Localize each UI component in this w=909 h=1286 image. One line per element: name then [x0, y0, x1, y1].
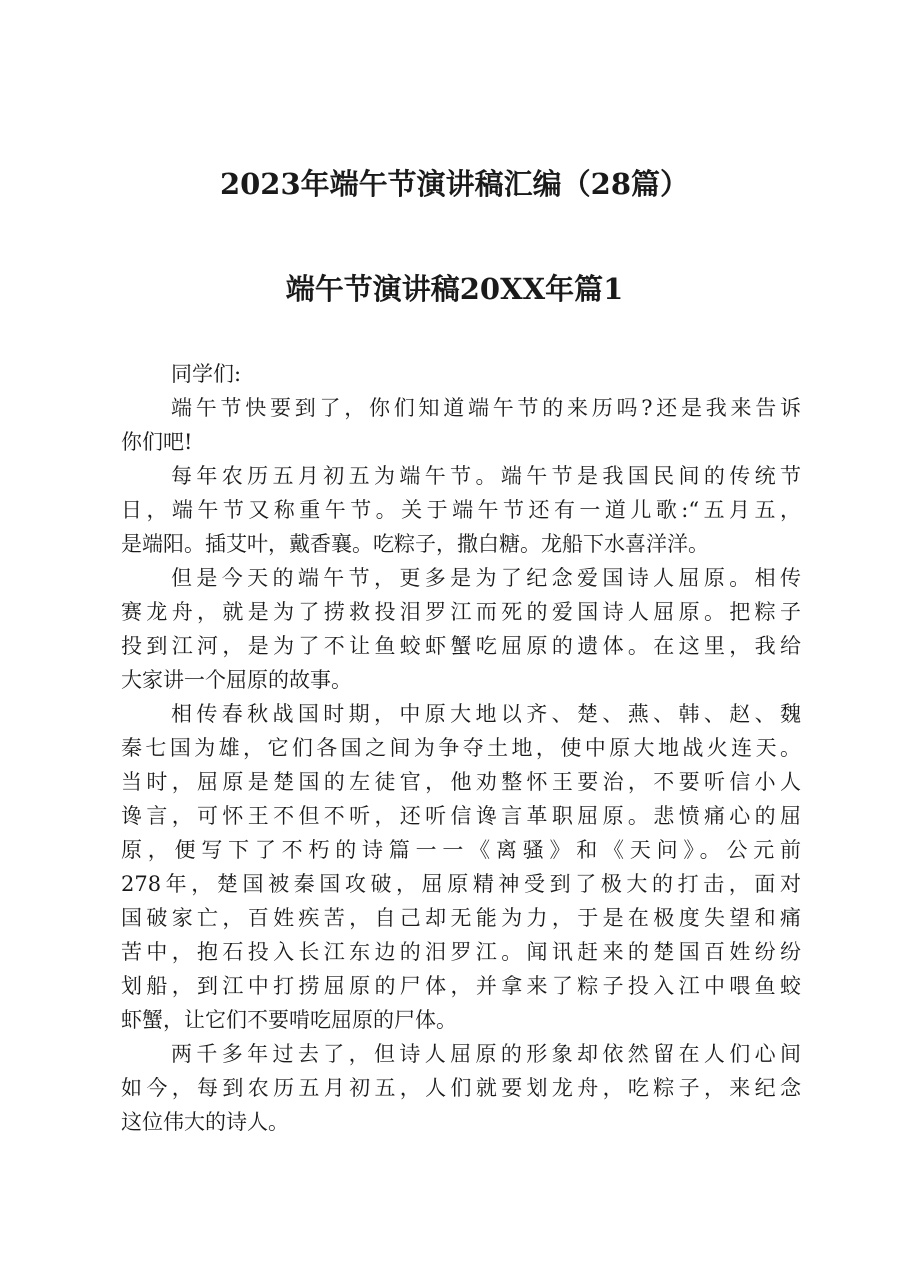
paragraph-line: 秦七国为雄，它们各国之间为争夺土地，使中原大地战火连天。 [121, 736, 801, 760]
section-title: 端午节演讲稿20XX年篇1 [285, 272, 624, 306]
paragraph-line: 大家讲一个屈原的故事。 [121, 668, 352, 692]
paragraph-line: 如今，每到农历五月初五，人们就要划龙舟，吃粽子，来纪念 [121, 1076, 801, 1100]
paragraph-line: 端午节快要到了，你们知道端午节的来历吗?还是我来告诉 [171, 396, 801, 420]
paragraph-line: 国破家亡，百姓疾苦，自己却无能为力，于是在极度失望和痛 [121, 906, 801, 930]
paragraph-line: 但是今天的端午节，更多是为了纪念爱国诗人屈原。相传 [171, 566, 801, 590]
paragraph-line: 是端阳。插艾叶，戴香襄。吃粽子，撒白糖。龙船下水喜洋洋。 [121, 532, 709, 556]
paragraph-line: 这位伟大的诗人。 [121, 1110, 289, 1134]
paragraph-line: 苦中，抱石投入长江东边的汨罗江。闻讯赶来的楚国百姓纷纷 [121, 940, 801, 964]
greeting-line: 同学们: [171, 362, 242, 386]
paragraph-line: 赛龙舟，就是为了捞救投泪罗江而死的爱国诗人屈原。把粽子 [121, 600, 801, 624]
paragraph-line: 虾蟹，让它们不要啃吃屈原的尸体。 [121, 1008, 457, 1032]
paragraph-line: 原，便写下了不朽的诗篇一一《离骚》和《天问》。公元前 [121, 838, 801, 862]
paragraph-line: 278年，楚国被秦国攻破，屈原精神受到了极大的打击，面对 [121, 872, 801, 896]
paragraph-line: 你们吧! [121, 430, 193, 454]
paragraph-line: 谗言，可怀王不但不听，还听信谗言革职屈原。悲愤痛心的屈 [121, 804, 801, 828]
paragraph-line: 两千多年过去了，但诗人屈原的形象却依然留在人们心间 [171, 1042, 801, 1066]
paragraph-line: 投到江河，是为了不让鱼蛟虾蟹吃屈原的遗体。在这里，我给 [121, 634, 801, 658]
paragraph-line: 日，端午节又称重午节。关于端午节还有一道儿歌:“五月五， [121, 498, 801, 522]
paragraph-line: 划船，到江中打捞屈原的尸体，并拿来了粽子投入江中喂鱼蛟 [121, 974, 801, 998]
paragraph-line: 每年农历五月初五为端午节。端午节是我国民间的传统节 [171, 464, 801, 488]
document-body [121, 357, 801, 1139]
paragraph-line: 当时，屈原是楚国的左徒官，他劝整怀王要治，不要听信小人 [121, 770, 801, 794]
document-title: 2023年端午节演讲稿汇编（28篇） [219, 167, 690, 201]
paragraph-line: 相传春秋战国时期，中原大地以齐、楚、燕、韩、赵、魏 [171, 702, 801, 726]
